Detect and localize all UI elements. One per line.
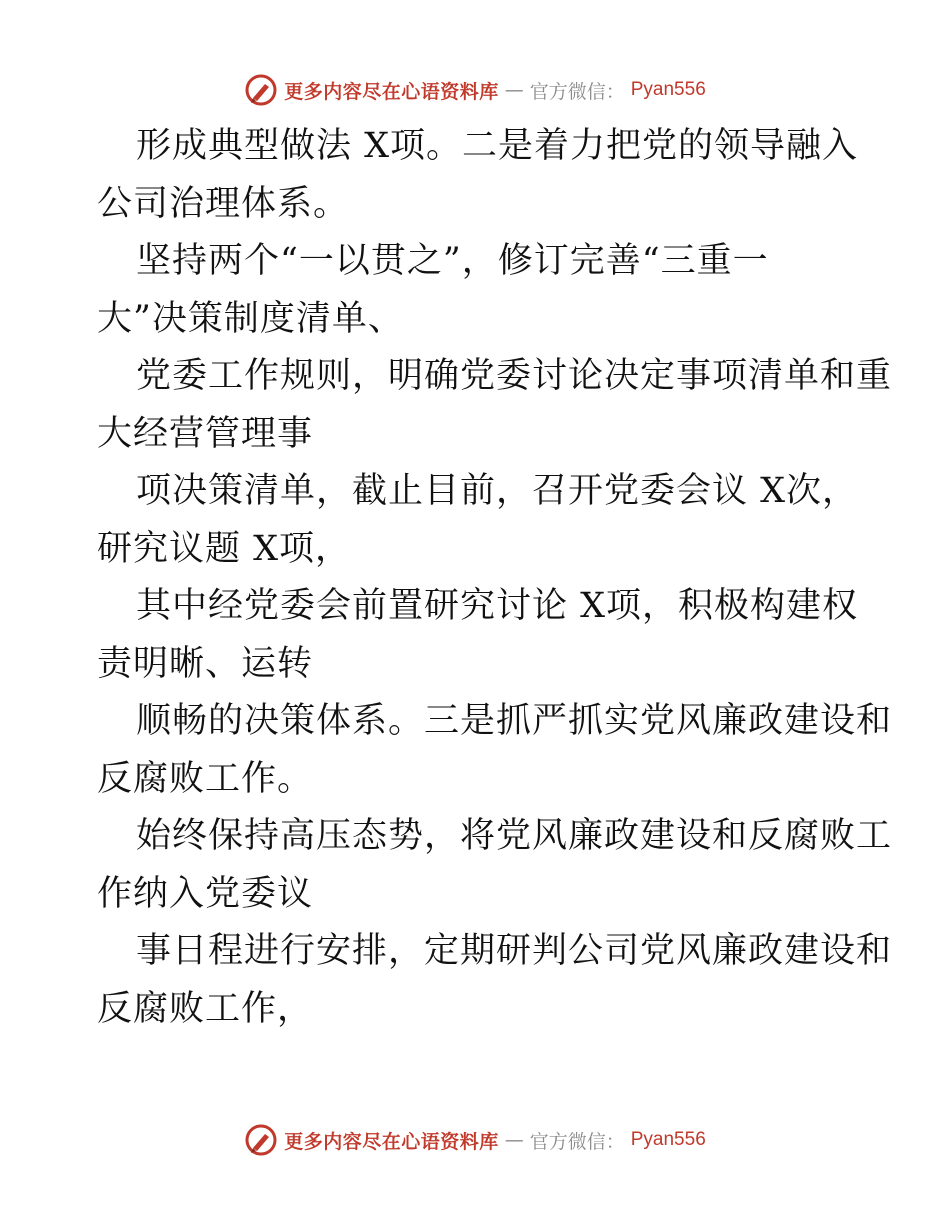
text-line: 研究议题 X项， [97, 528, 352, 569]
banner-contact-label: 官方微信： [529, 80, 625, 103]
text-line: 反腐败工作。 [97, 758, 314, 799]
banner-contact-id: Pyan556 [630, 79, 706, 100]
banner-main-text: 更多内容尽在心语资料库 [284, 1130, 499, 1153]
pen-logo-icon [244, 1123, 278, 1157]
text-line: 大”决策制度清单、 [97, 298, 404, 339]
text-line: 项决策清单，截止目前，召开党委会议 X次， [136, 471, 859, 511]
text-line: 作纳入党委议 [97, 873, 314, 914]
text-line: 事日程进行安排，定期研判公司党风廉政建设和 [136, 931, 893, 971]
text-line: 责明晰、运转 [97, 643, 314, 684]
text-line: 坚持两个“一以贯之”，修订完善“三重一 [136, 241, 769, 281]
text-line: 始终保持高压态势，将党风廉政建设和反腐败工 [136, 816, 893, 856]
text-line: 其中经党委会前置研究讨论 X项，积极构建权 [136, 586, 859, 626]
text-line: 大经营管理事 [97, 413, 314, 454]
banner-separator: — [504, 1129, 524, 1151]
text-line: 顺畅的决策体系。三是抓严抓实党风廉政建设和 [136, 701, 893, 741]
banner-main-text: 更多内容尽在心语资料库 [284, 80, 499, 103]
banner-contact-id: Pyan556 [630, 1129, 706, 1150]
banner-contact-label: 官方微信： [529, 1130, 625, 1153]
footer-banner [0, 1120, 950, 1160]
text-line: 党委工作规则，明确党委讨论决定事项清单和重 [136, 356, 893, 396]
pen-logo-icon [244, 73, 278, 107]
header-banner [0, 70, 950, 110]
text-line: 形成典型做法 X项。二是着力把党的领导融入 [136, 126, 859, 166]
document-body [97, 118, 893, 1038]
banner-separator: — [504, 79, 524, 101]
text-line: 公司治理体系。 [97, 183, 350, 224]
text-line: 反腐败工作， [97, 988, 314, 1029]
